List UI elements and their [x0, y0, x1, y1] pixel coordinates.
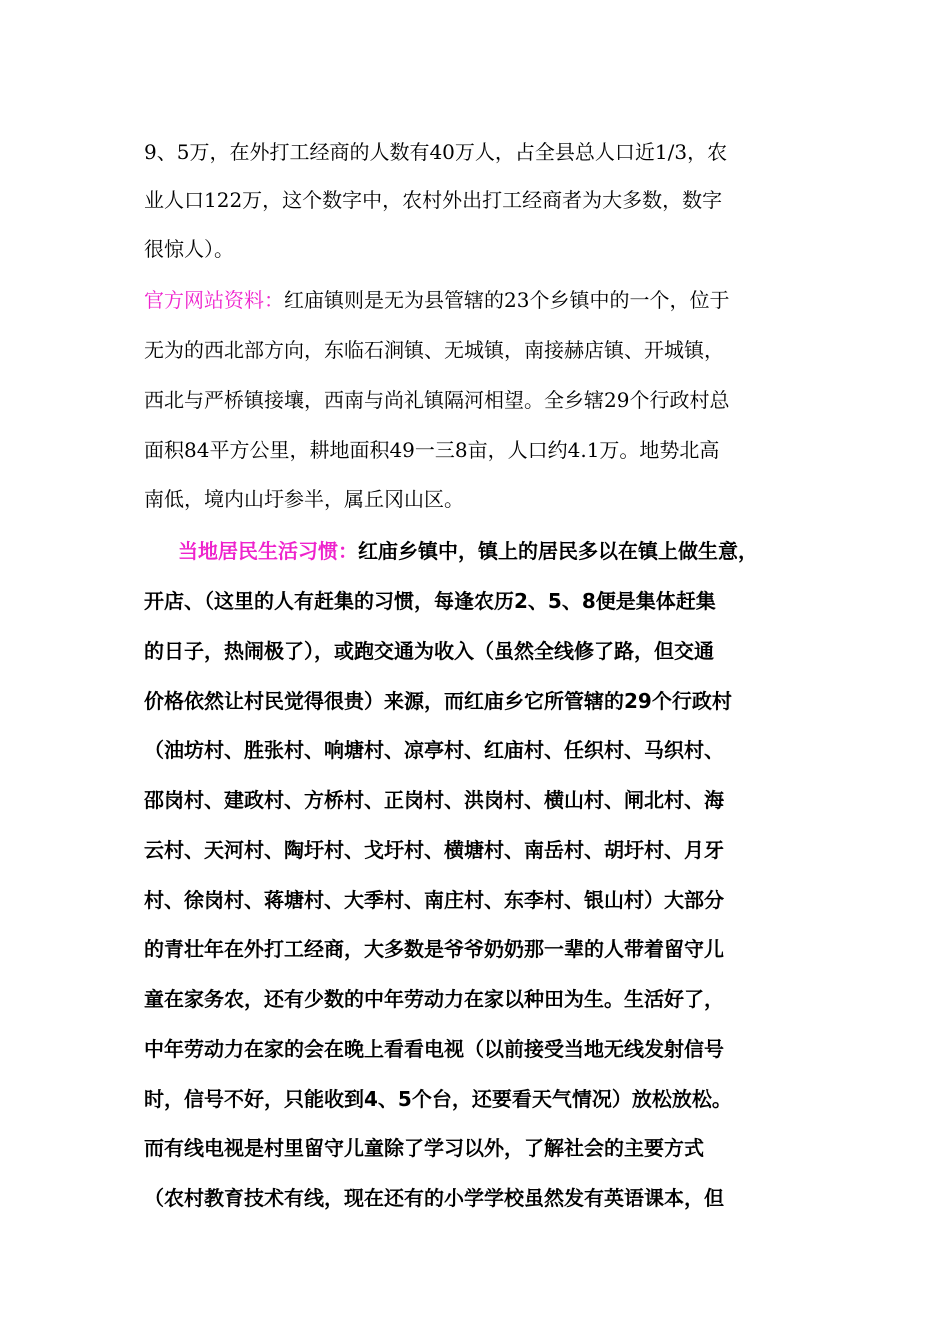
habits-line-7: 云村、天河村、陶圩村、戈圩村、横塘村、南岳村、胡圩村、月牙 [144, 838, 724, 862]
official-first-line-text: 红庙镇则是无为县管辖的23个乡镇中的一个，位于 [284, 288, 730, 312]
intro-line-2: 业人口122万，这个数字中，农村外出打工经商者为大多数，数字 [144, 188, 723, 212]
habits-line-3: 的日子，热闹极了），或跑交通为收入（虽然全线修了路，但交通 [144, 639, 714, 663]
habits-line-13: 而有线电视是村里留守儿童除了学习以外，了解社会的主要方式 [144, 1136, 704, 1160]
habits-line-8: 村、徐岗村、蒋塘村、大季村、南庄村、东李村、银山村）大部分 [144, 888, 724, 912]
intro-line-3: 很惊人）。 [144, 237, 234, 261]
official-line-4: 面积84平方公里，耕地面积49一三8亩，人口约4.1万。地势北高 [144, 438, 720, 462]
habits-line-6: 邵岗村、建政村、方桥村、正岗村、洪岗村、横山村、闸北村、海 [144, 788, 724, 812]
official-line-1 [144, 287, 729, 313]
habits-line-10: 童在家务农，还有少数的中年劳动力在家以种田为生。生活好了， [144, 987, 724, 1011]
habits-line-1 [178, 538, 758, 564]
official-line-3: 西北与严桥镇接壤，西南与尚礼镇隔河相望。全乡辖29个行政村总 [144, 388, 730, 412]
official-line-5: 南低，境内山圩参半，属丘冈山区。 [144, 487, 464, 511]
habits-line-4: 价格依然让村民觉得很贵）来源，而红庙乡它所管辖的29个行政村 [144, 689, 732, 713]
official-line-2: 无为的西北部方向，东临石涧镇、无城镇，南接赫店镇、开城镇， [144, 338, 724, 362]
habits-line-12: 时，信号不好，只能收到4、5个台，还要看天气情况）放松放松。 [144, 1087, 732, 1111]
habits-line-11: 中年劳动力在家的会在晚上看看电视（以前接受当地无线发射信号 [144, 1037, 724, 1061]
habits-line-14: （农村教育技术有线，现在还有的小学学校虽然发有英语课本，但 [144, 1186, 724, 1210]
intro-line-1: 9、5万，在外打工经商的人数有40万人，占全县总人口近1/3，农 [144, 140, 728, 164]
habits-line-5: （油坊村、胜张村、响塘村、凉亭村、红庙村、任织村、马织村、 [144, 738, 724, 762]
official-label: 官方网站资料： [144, 288, 284, 312]
habits-first-line-text: 红庙乡镇中，镇上的居民多以在镇上做生意， [358, 539, 758, 563]
habits-line-2: 开店、（这里的人有赶集的习惯，每逢农历2、5、8便是集体赶集 [144, 589, 716, 613]
habits-line-9: 的青壮年在外打工经商，大多数是爷爷奶奶那一辈的人带着留守儿 [144, 937, 724, 961]
habits-label: 当地居民生活习惯： [178, 539, 358, 563]
